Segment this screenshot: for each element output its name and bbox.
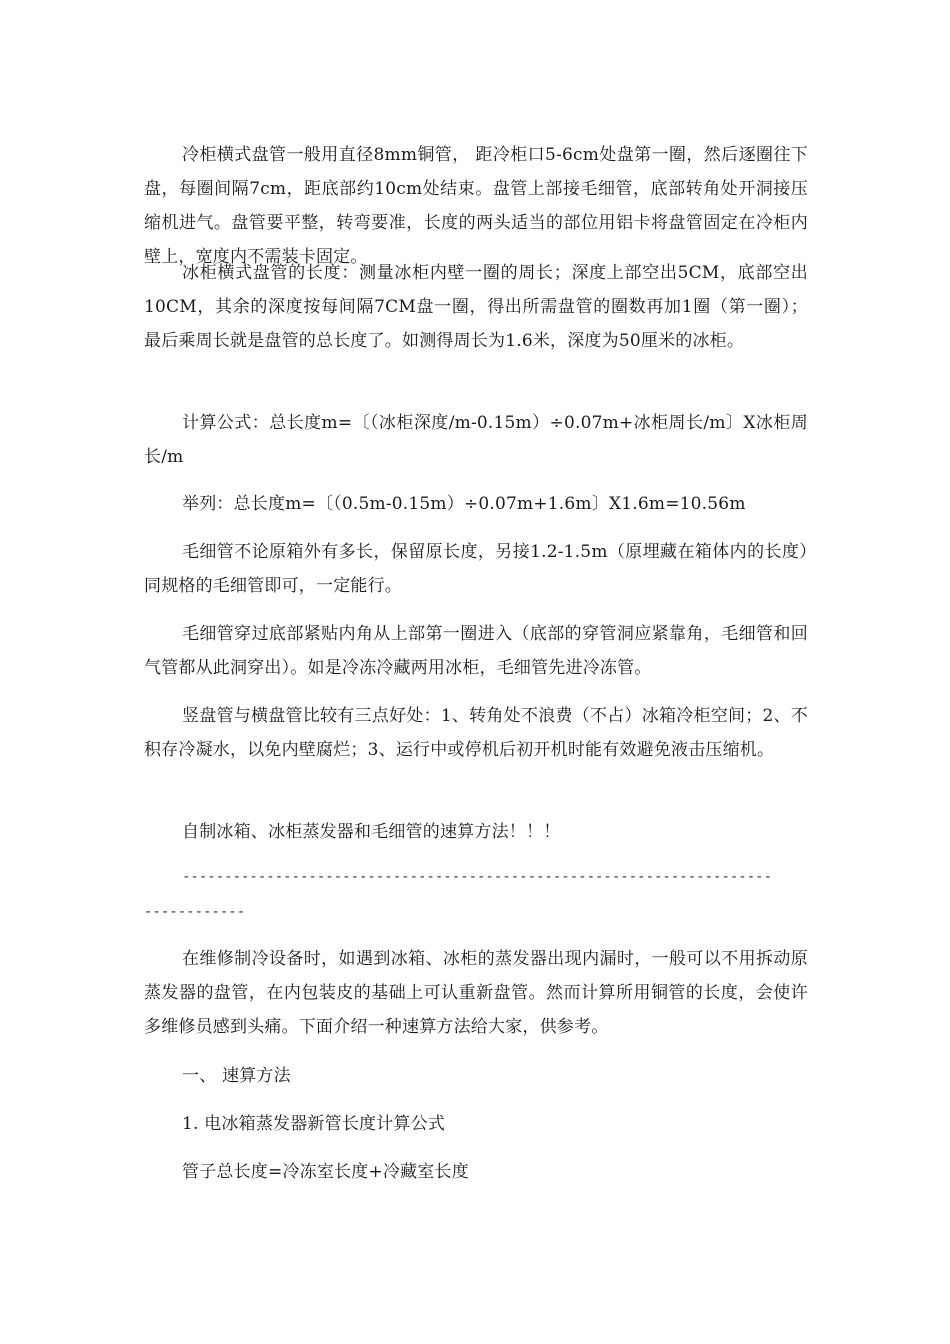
- heading-quick-calc-method: 一、 速算方法: [182, 1066, 291, 1086]
- paragraph-example: 举列：总长度m=〔（0.5m-0.15m）÷0.07m+1.6m〕X1.6m=10.56m: [182, 494, 746, 514]
- paragraph-formula: 计算公式：总长度m=〔（冰柜深度/m-0.15m）÷0.07m+冰柜周长/m〕X冰柜周长/m: [144, 413, 808, 467]
- separator-line-2: ------------: [144, 904, 246, 920]
- paragraph-repair-intro: 在维修制冷设备时，如遇到冰箱、冰柜的蒸发器出现内漏时，一般可以不用拆动原蒸发器的盘管，在内包装皮的基础上可认重新盘管。然而计算所用铜管的长度，会使许多维修员感到头痛。下面介绍一种速算方法给大家，供参考。: [144, 949, 808, 1037]
- paragraph-vertical-coil-benefits: 竖盘管与横盘管比较有三点好处：1、转角处不浪费（不占）冰箱冷柜空间；2、不积存冷凝水，以免内壁腐烂；3、运行中或停机后初开机时能有效避免液击压缩机。: [144, 706, 808, 760]
- separator-line-1: ----------------------------------------------------------------------: [182, 869, 773, 885]
- paragraph-total-length-formula: 管子总长度=冷冻室长度+冷藏室长度: [182, 1162, 469, 1182]
- paragraph-horizontal-coil-method: 冷柜横式盘管一般用直径8mm铜管， 距冷柜口5-6cm处盘第一圈，然后逐圈往下盘，每圈间隔7cm，距底部约10cm处结束。盘管上部接毛细管，底部转角处开洞接压缩机进气。盘管要平整，转弯要准，长度的两头适当的部位用铝卡将盘管固定在冷柜内壁上，宽度内不需装卡固定。: [144, 145, 808, 267]
- heading-fridge-evaporator-formula: 1. 电冰箱蒸发器新管长度计算公式: [182, 1114, 446, 1134]
- paragraph-capillary-routing: 毛细管穿过底部紧贴内角从上部第一圈进入（底部的穿管洞应紧靠角，毛细管和回气管都从此洞穿出）。如是冷冻冷藏两用冰柜，毛细管先进冷冻管。: [144, 624, 808, 678]
- paragraph-coil-length: 冰柜横式盘管的长度：测量冰柜内壁一圈的周长；深度上部空出5CM，底部空出10CM，其余的深度按每间隔7CM盘一圈，得出所需盘管的圈数再加1圈（第一圈）；最后乘周长就是盘管的总长度了。如测得周长为1.6米，深度为50厘米的冰柜。: [144, 263, 808, 351]
- paragraph-section-title: 自制冰箱、冰柜蒸发器和毛细管的速算方法！！！: [182, 822, 561, 842]
- paragraph-capillary-length: 毛细管不论原箱外有多长，保留原长度，另接1.2-1.5m（原埋藏在箱体内的长度）同规格的毛细管即可，一定能行。: [144, 542, 808, 596]
